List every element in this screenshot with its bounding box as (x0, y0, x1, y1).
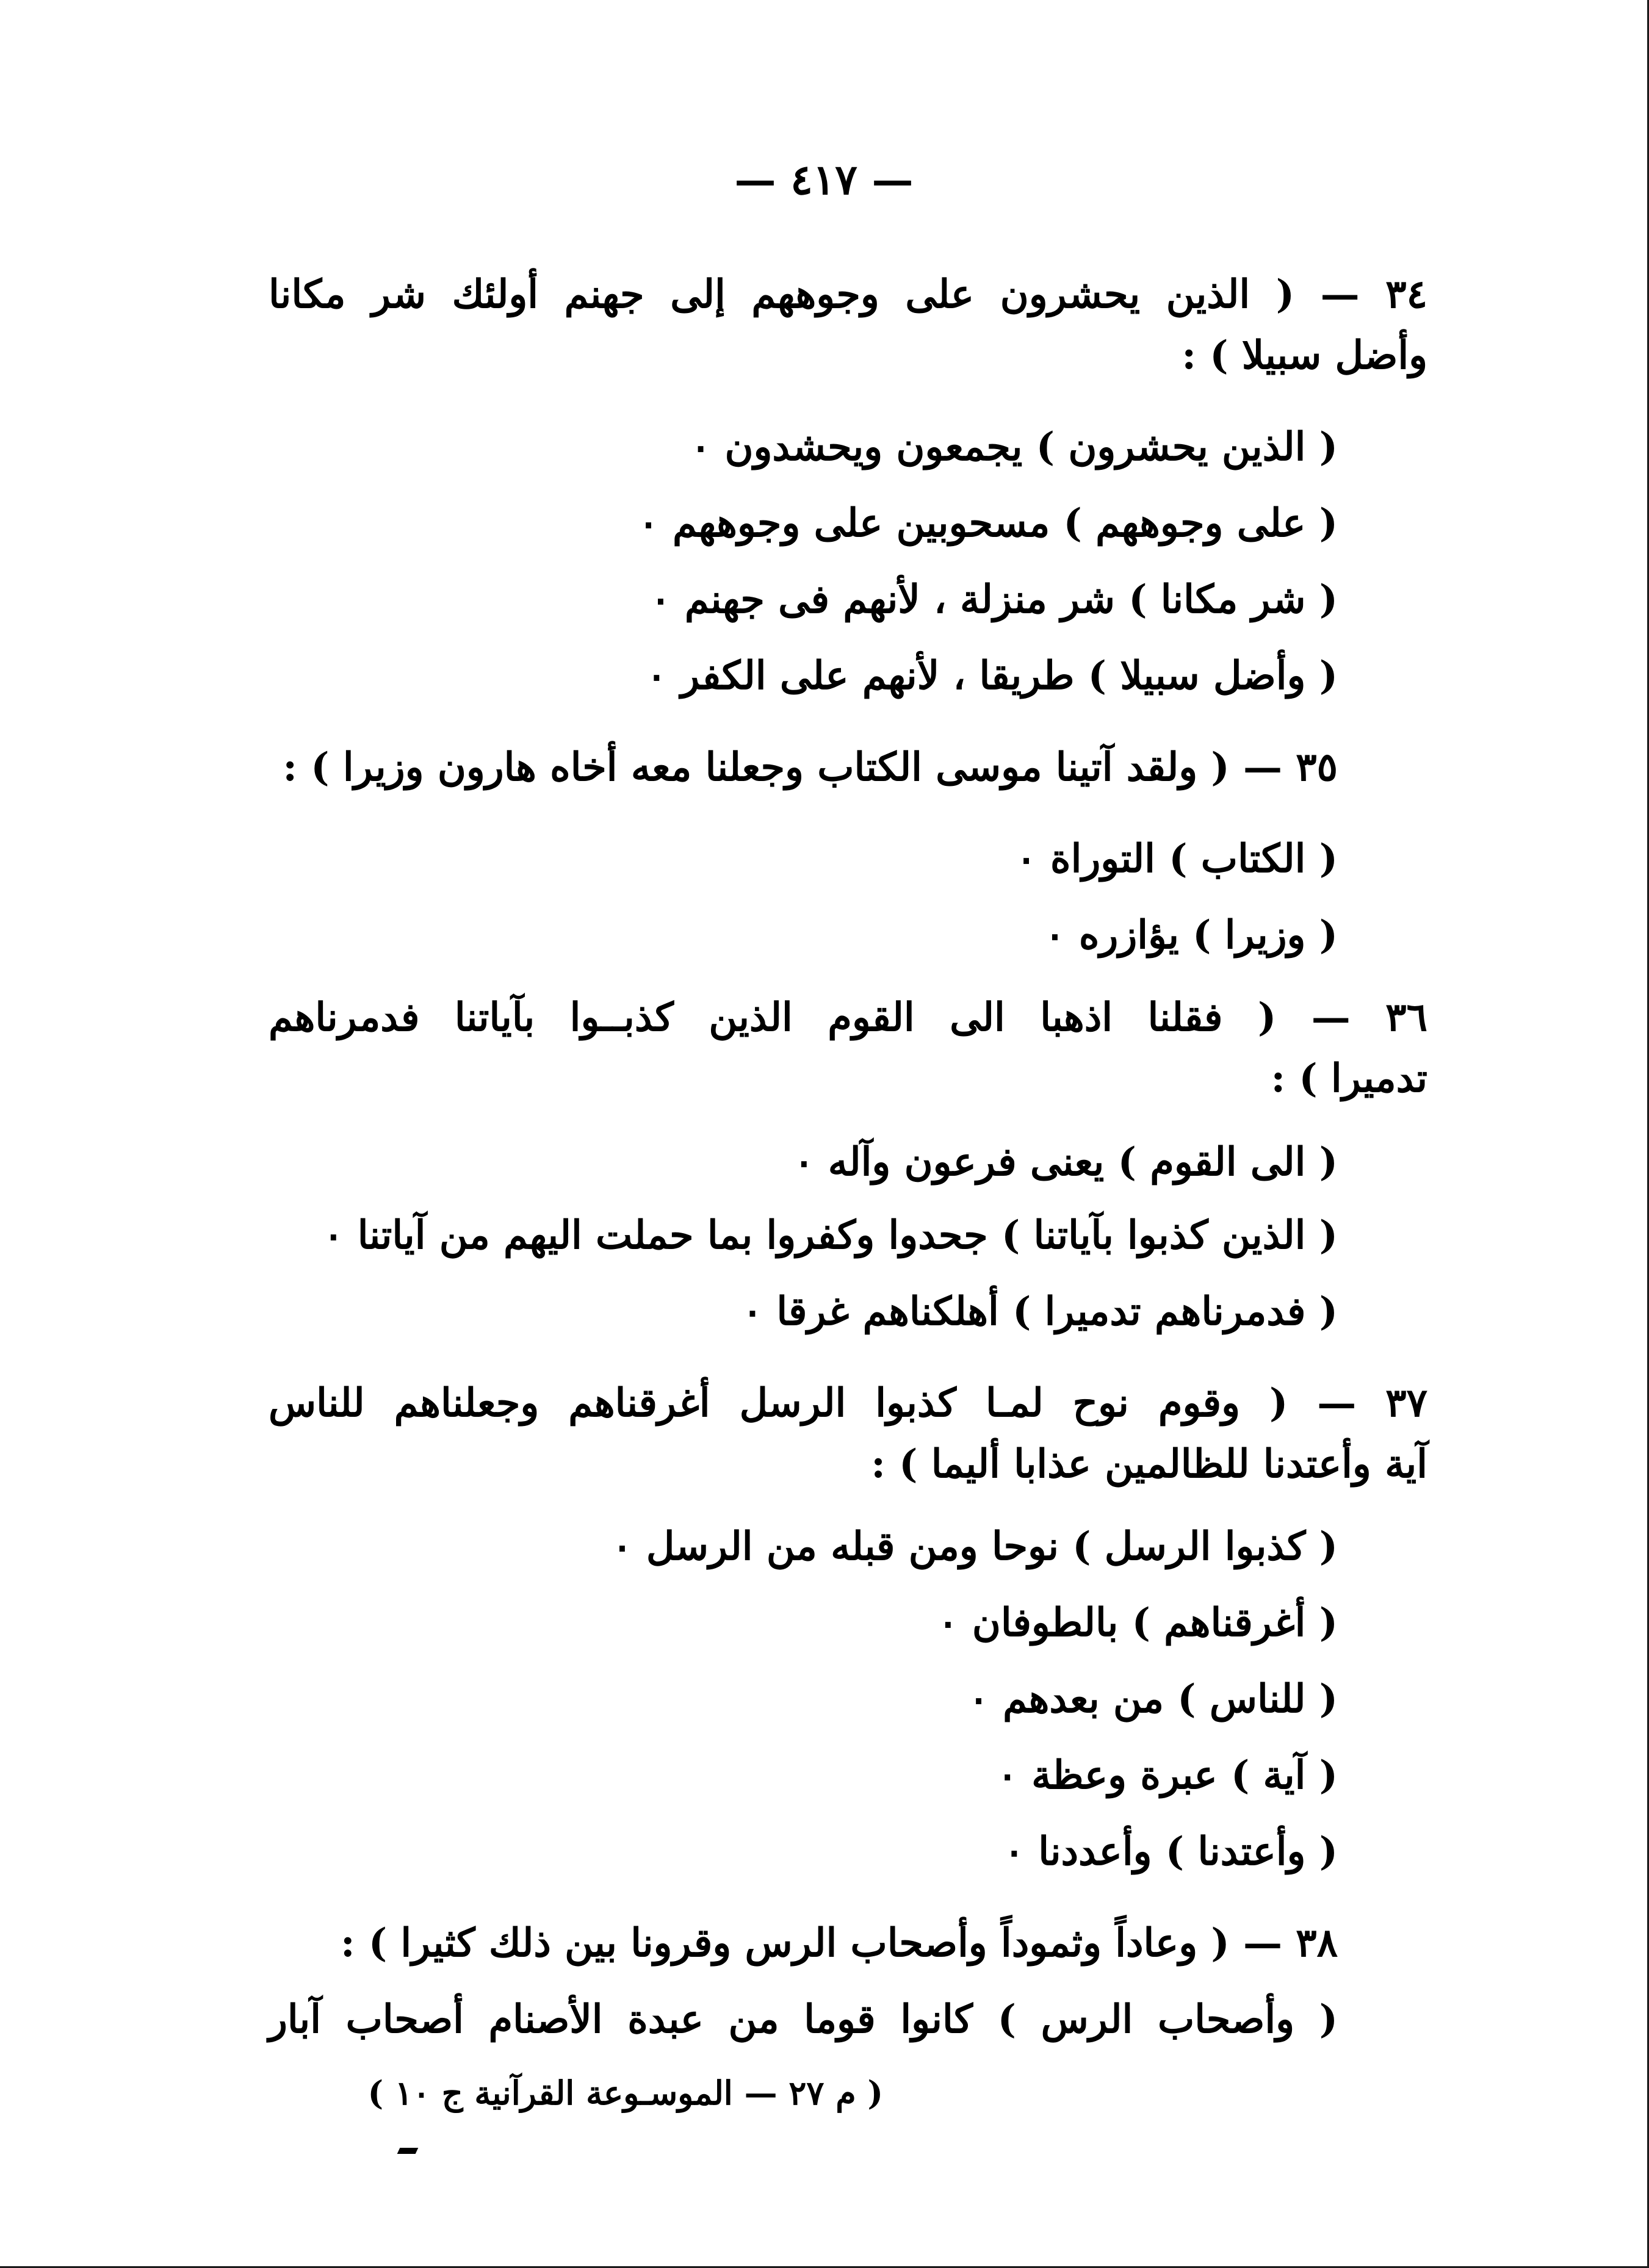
verse-37-line-2: آية وأعتدنا للظالمين عذابا أليما ) : (871, 1441, 1427, 1487)
verse-37-line-1: ٣٧ — ( وقوم نوح لمـا كذبوا الرسل أغرقناهم وجعلناهم للناس (269, 1380, 1427, 1426)
verse-34-line-1: ٣٤ — ( الذين يحشرون على وجوههم إلى جهنم أولئك شر مكانا (269, 272, 1428, 317)
gloss-line: ( للناس ) من بعدهم ٠ (968, 1676, 1338, 1722)
gloss-line: ( أغرقناهم ) بالطوفان ٠ (937, 1600, 1338, 1646)
ink-mark (397, 2148, 419, 2154)
gloss-line: ( الكتاب ) التوراة ٠ (1016, 836, 1338, 882)
gloss-line: ( الذين يحشرون ) يجمعون ويحشدون ٠ (690, 424, 1338, 470)
gloss-line: ( وأصحاب الرس ) كانوا قوما من عبدة الأصنام أصحاب آبار (269, 1996, 1338, 2042)
verse-36-line-2: تدميرا ) : (1271, 1056, 1427, 1101)
page-number: — ٤١٧ — (734, 156, 914, 204)
gloss-line: ( وأضل سبيلا ) طريقا ، لأنهم على الكفر ٠ (646, 653, 1338, 699)
verse-38-line: ٣٨ — ( وعاداً وثموداً وأصحاب الرس وقرونا بين ذلك كثيرا ) : (340, 1920, 1338, 1966)
gloss-line: ( على وجوههم ) مسحوبين على وجوههم ٠ (638, 500, 1338, 546)
verse-34-line-2: وأضل سبيلا ) : (1182, 333, 1427, 378)
gloss-line: ( آية ) عبرة وعظة ٠ (997, 1752, 1338, 1798)
gloss-line: ( الى القوم ) يعنى فرعون وآله ٠ (793, 1139, 1338, 1185)
verse-36-line-1: ٣٦ — ( فقلنا اذهبا الى القوم الذين كذبــوا بآياتنا فدمرناهم (269, 995, 1428, 1040)
gloss-line: ( كذبوا الرسل ) نوحا ومن قبله من الرسل ٠ (612, 1524, 1338, 1569)
footer-note: ( م ٢٧ — الموسـوعة القرآنية ج ١٠ ) (367, 2073, 883, 2112)
gloss-line: ( شر مكانا ) شر منزلة ، لأنهم فى جهنم ٠ (650, 577, 1338, 622)
gloss-line: ( فدمرناهم تدميرا ) أهلكناهم غرقا ٠ (742, 1289, 1338, 1334)
gloss-line: ( الذين كذبوا بآياتنا ) جحدوا وكفروا بما حملت اليهم من آياتنا ٠ (323, 1212, 1338, 1258)
gloss-line: ( وزيرا ) يؤازره ٠ (1044, 912, 1338, 958)
gloss-line: ( وأعتدنا ) وأعددنا ٠ (1003, 1829, 1338, 1874)
verse-35-line: ٣٥ — ( ولقد آتينا موسى الكتاب وجعلنا معه أخاه هارون وزيرا ) : (283, 744, 1338, 790)
